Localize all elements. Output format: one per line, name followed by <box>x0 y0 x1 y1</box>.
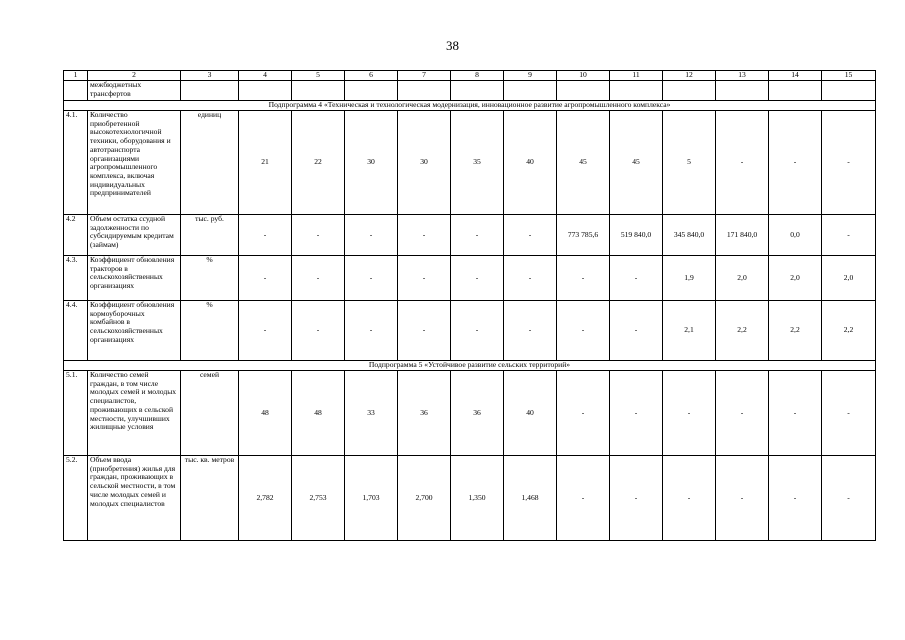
subprogram-row <box>64 101 876 111</box>
value-cell: 48 <box>239 371 292 456</box>
value-cell: - <box>292 215 345 256</box>
indicator-name: межбюджетных трансфертов <box>88 81 181 101</box>
value-cell: - <box>557 371 610 456</box>
indicator-name: Объем остатка ссудной задолженности по субсидируемым кредитам (займам) <box>88 215 181 256</box>
value-cell: - <box>557 256 610 301</box>
value-cell: 2,1 <box>663 301 716 361</box>
value-cell: 2,0 <box>822 256 876 301</box>
unit-cell: единиц <box>181 111 239 215</box>
value-cell: - <box>504 256 557 301</box>
row-number <box>64 81 88 101</box>
table-row <box>64 301 876 361</box>
value-cell: 5 <box>663 111 716 215</box>
table-row <box>64 111 876 215</box>
row-number: 5.1. <box>64 371 88 456</box>
value-cell: - <box>557 301 610 361</box>
row-number: 5.2. <box>64 456 88 541</box>
value-cell: 2,2 <box>716 301 769 361</box>
value-cell: 30 <box>345 111 398 215</box>
value-cell: - <box>292 256 345 301</box>
row-number: 4.1. <box>64 111 88 215</box>
indicator-name: Объем ввода (приобретения) жилья для граждан, проживающих в сельской местности, в том числе молодых семей и молодых специалистов <box>88 456 181 541</box>
value-cell: - <box>769 371 822 456</box>
value-cell: 0,0 <box>769 215 822 256</box>
column-header: 9 <box>504 71 557 81</box>
value-cell: - <box>451 301 504 361</box>
column-header: 11 <box>610 71 663 81</box>
column-header: 1 <box>64 71 88 81</box>
column-header: 7 <box>398 71 451 81</box>
value-cell: 33 <box>345 371 398 456</box>
column-header: 15 <box>822 71 876 81</box>
value-cell: - <box>345 301 398 361</box>
value-cell: - <box>716 371 769 456</box>
unit-cell: % <box>181 301 239 361</box>
value-cell: 45 <box>557 111 610 215</box>
value-cell: 171 840,0 <box>716 215 769 256</box>
subprogram-title: Подпрограмма 5 «Устойчивое развитие сельских территорий» <box>64 361 876 371</box>
column-header: 10 <box>557 71 610 81</box>
value-cell: 2,782 <box>239 456 292 541</box>
column-header: 3 <box>181 71 239 81</box>
indicators-table <box>63 70 876 541</box>
subprogram-row <box>64 361 876 371</box>
value-cell: 1,468 <box>504 456 557 541</box>
value-cell: - <box>239 301 292 361</box>
column-header: 5 <box>292 71 345 81</box>
column-header: 4 <box>239 71 292 81</box>
indicator-name: Количество приобретенной высокотехнологичной техники, оборудования и автотранспорта организациями агропромышленного комплекса, включая индивидуальных предпринимателей <box>88 111 181 215</box>
value-cell: - <box>451 256 504 301</box>
value-cell: - <box>663 456 716 541</box>
value-cell: - <box>557 456 610 541</box>
value-cell: - <box>822 111 876 215</box>
unit-cell: тыс. руб. <box>181 215 239 256</box>
value-cell: - <box>398 301 451 361</box>
row-number: 4.2 <box>64 215 88 256</box>
value-cell: 40 <box>504 111 557 215</box>
subprogram-title: Подпрограмма 4 «Техническая и технологическая модернизация, инновационное развитие агропромышленного комплекса» <box>64 101 876 111</box>
value-cell: - <box>610 301 663 361</box>
value-cell: - <box>716 456 769 541</box>
column-header: 2 <box>88 71 181 81</box>
value-cell: - <box>398 256 451 301</box>
value-cell: 40 <box>504 371 557 456</box>
value-cell: - <box>769 456 822 541</box>
value-cell: 2,0 <box>716 256 769 301</box>
value-cell: 345 840,0 <box>663 215 716 256</box>
value-cell: 2,753 <box>292 456 345 541</box>
table-row <box>64 371 876 456</box>
table-row <box>64 215 876 256</box>
value-cell: - <box>769 111 822 215</box>
value-cell: - <box>239 215 292 256</box>
value-cell: - <box>822 456 876 541</box>
unit-cell: семей <box>181 371 239 456</box>
value-cell: - <box>610 371 663 456</box>
value-cell: 30 <box>398 111 451 215</box>
value-cell: - <box>239 256 292 301</box>
value-cell: - <box>822 371 876 456</box>
value-cell: - <box>822 215 876 256</box>
unit-cell: % <box>181 256 239 301</box>
page-number: 38 <box>446 38 459 53</box>
header-row <box>64 71 876 81</box>
value-cell: 2,2 <box>769 301 822 361</box>
value-cell: 2,0 <box>769 256 822 301</box>
column-header: 14 <box>769 71 822 81</box>
value-cell: - <box>292 301 345 361</box>
value-cell: 48 <box>292 371 345 456</box>
value-cell: - <box>716 111 769 215</box>
column-header: 12 <box>663 71 716 81</box>
table-row <box>64 81 876 101</box>
value-cell: 35 <box>451 111 504 215</box>
value-cell: 22 <box>292 111 345 215</box>
row-number: 4.3. <box>64 256 88 301</box>
value-cell: 1,9 <box>663 256 716 301</box>
value-cell: 2,700 <box>398 456 451 541</box>
value-cell: - <box>610 256 663 301</box>
column-header: 13 <box>716 71 769 81</box>
value-cell: 773 785,6 <box>557 215 610 256</box>
row-number: 4.4. <box>64 301 88 361</box>
value-cell: - <box>345 215 398 256</box>
value-cell: - <box>345 256 398 301</box>
value-cell: - <box>504 215 557 256</box>
value-cell: 36 <box>451 371 504 456</box>
value-cell: - <box>610 456 663 541</box>
value-cell: 45 <box>610 111 663 215</box>
value-cell: 21 <box>239 111 292 215</box>
column-header: 8 <box>451 71 504 81</box>
value-cell: 36 <box>398 371 451 456</box>
column-header: 6 <box>345 71 398 81</box>
value-cell: - <box>398 215 451 256</box>
indicator-name: Коэффициент обновления тракторов в сельскохозяйственных организациях <box>88 256 181 301</box>
table-row <box>64 256 876 301</box>
value-cell: - <box>504 301 557 361</box>
table-row <box>64 456 876 541</box>
indicator-name: Коэффициент обновления кормоуборочных комбайнов в сельскохозяйственных организациях <box>88 301 181 361</box>
value-cell: 519 840,0 <box>610 215 663 256</box>
value-cell: - <box>663 371 716 456</box>
value-cell: - <box>451 215 504 256</box>
value-cell: 1,350 <box>451 456 504 541</box>
indicator-name: Количество семей граждан, в том числе молодых семей и молодых специалистов, проживающих в сельской местности, улучшивших жилищные условия <box>88 371 181 456</box>
value-cell: 1,703 <box>345 456 398 541</box>
unit-cell: тыс. кв. метров <box>181 456 239 541</box>
value-cell: 2,2 <box>822 301 876 361</box>
